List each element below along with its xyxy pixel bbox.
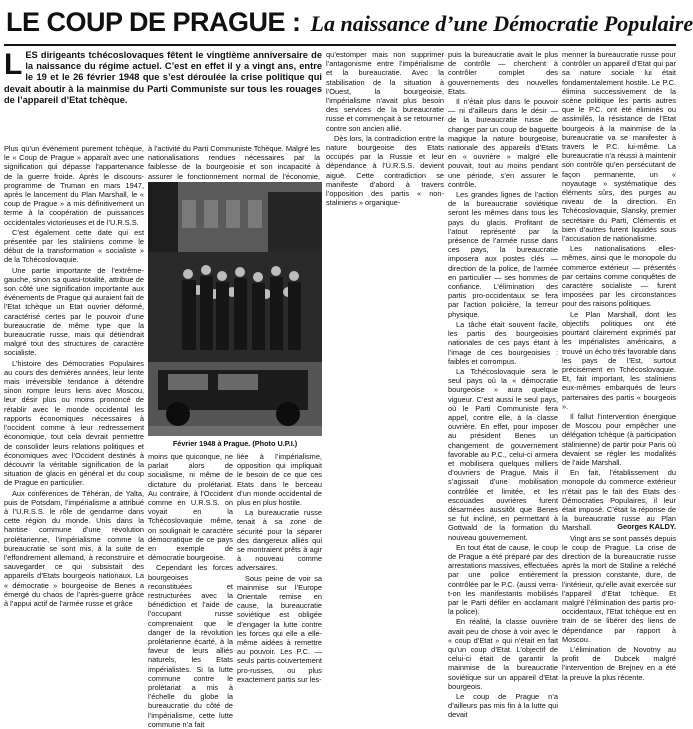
- paragraph: Vingt ans se sont passés depuis le coup de Prague. La crise de direction de la bureaucratie russe après la mort de Staline a reléché la pression constante, dure, de l’intérieur, qu’elle avait exercée sur l’appareil d’Etat tchèque. Et malgré l’élimination des partis pro-occidentaux, l’Etat tchèque est en train de se libérer des liens de dépendance par rapport à Moscou.: [562, 533, 676, 644]
- paragraph: Une partie importante de l’extrême-gauche, sinon sa quasi-totalité, attribue de son côté une signification importante aux événements de Prague qui auraient fait de l’Etat tchèque un Etat ouvrier déformé, caractérisé certes par le pouvoir d’une bureaucratie de même type que la bureaucratie russe, mais qui détiendrait malgré tout des structures de caractère socialiste.: [4, 265, 144, 358]
- paragraph: Sous peine de voir sa mainmise sur l’Europe Orientale remise en cause, la bureaucratie soviétique est obligée d’engager la lutte contre les forces qui elle a elle-même aidées à remettre au pouvoir. Les P.C. — seuls partis couvertement pro-russes, ou plus exactement partis sur les-: [237, 573, 322, 684]
- paragraph: En réalité, la classe ouvrière avait peu de chose à voir avec le « coup d’Etat » qui n’était en fait qu’un coup d’Etat. L’objectif de celui-ci était de garantir la mainmise de la bureaucratie soviétique sur un appareil d’Etat bourgeois.: [448, 617, 558, 691]
- paragraph: puis la bureaucratie avait le plus de contrôle — cherchent à contrôler complet des gouvernements des nouvelles Etats.: [448, 50, 558, 96]
- lead-text: ES dirigeants tchécoslovaques fêtent le vingtième anniversaire de la naissance du régime actuel. C’est en effet il y a vingt ans, entre le 19 et le 26 février 1948 que s’est déroulée la crise politique qui devait aboutir à la mainmise du Parti Communiste sur tous les rouages de l’appareil d’Etat tchèque.: [4, 50, 322, 105]
- paragraph: menner la bureaucratie russe pour contrôler un appareil d’Etat qui par sa nature sociale lui était fondamentalement hostile. Le P.C. élimina successivement de la scène politique les partis autres que le P.C. ont été éliminés ou assimilés, la résistance de l’Etat bourgeois à la mainmise de la bureaucratie va se manifester à travers le P.C. lui-même. La bureaucratie n’a réussi à maintenir son contrôle qu’en persécutant de façon permanente, un « noyautage » systématique des éléments sûrs, des purges au niveau de la direction. En Tchécoslovaquie, Slansky, premier secrétaire du Parti, Clémentis et bien d’autres furent liquidés sous l’accusation de nationalisme.: [562, 50, 676, 244]
- paragraph: La bureaucratie russe tenait à sa zone de sécurité pour la séparer des dangereux alliés qui se montraient prêts à agir à nouveau comme adversaires.: [237, 508, 322, 573]
- headline-main: LE COUP DE PRAGUE :: [6, 7, 301, 37]
- headline: [6, 2, 693, 42]
- paragraph: moins que quiconque, ne parlait alors de socialisme, ni même de dictature du prolétariat. Au contraire, à l’Occident comme en U.R.S.S. on voyait en la Tchécoslovaquie même, on soulignait le caractère démocratique de ce pays en exemple de démocratie bourgeoise.: [148, 452, 233, 563]
- paragraph: à l’activité du Parti Communiste Tchèque. Malgré les nationalisations rendues nécessaires par la faiblesse de la bourgeoisie et son incapacité à assurer le fonctionnement normal de l’économie,: [148, 144, 320, 181]
- paragraph: En tout état de cause, le coup de Prague a été préparé par des arrestations massives, effectuées par une police entièrement contrôlée par le P.C. (aussi verra-t-on les manifestants mobilisés par le Parti défiler en acclamant la police).: [448, 542, 558, 617]
- drop-cap: L: [4, 48, 23, 81]
- author-signature: Georges KALDY.: [617, 522, 676, 531]
- article-column-6: [148, 452, 233, 729]
- paragraph: En fait, l’établissement du monopole du commerce extérieur n’était pas le fait des Etats des Démocraties Populaires, il leur était imposé. C’était la réponse de la bureaucratie russe au Plan Marshall.: [562, 468, 676, 533]
- photo-prague-1948: [148, 182, 322, 436]
- headline-rule: [4, 44, 676, 46]
- paragraph: Les grandes lignes de l’action de la bureaucratie soviétique seront les mêmes dans tous les pays du glacis. Profitant de l’atout représenté par la présence de l’armée russe dans ces pays, la bureaucratie imposera aux postes clés — direction de la police, de l’armée en particulier — ses hommes de confiance. L’élimination des partis pro-occidentaux se fera par l’action policière, la terreur physique.: [448, 190, 558, 319]
- paragraph: Aux conférences de Téhéran, de Yalta, puis de Potsdam, l’impérialisme a attribué à l’U.R.S.S. le rôle de gendarme dans cette région du monde. Unis dans la hantise commune d’une révolution prolétarienne, l’impérialisme comme la bureaucratie se sont mis, à la suite de l’effondrement allemand, à reconstruire et sauvegarder ce qui subsistait des appareils d’Etats bourgeois nationaux. La « démocratie » bourgeoise de Benes a émergé du chaos de l’après-guerre grâce à l’appui actif de l’armée russe et grâce: [4, 488, 144, 608]
- article-column-2: [148, 144, 320, 181]
- article-column-7: [237, 452, 322, 684]
- paragraph: Dès lors, la contradiction entre la nature bourgeoise des Etats occupés par la Russie et leur dépendance à l’U.R.S.S. devient aiguë. Cette contradiction se manifeste d’abord à travers l’opposition des partis « non-staliniens » organique-: [326, 133, 444, 208]
- paragraph: C’est également cette date qui est présentée par les staliniens comme le début de la transformation « socialiste » de la Tchécoslovaquie.: [4, 227, 144, 265]
- paragraph: Il fallut l’intervention énergique de Moscou pour empêcher une délégation tchèque (à participation stalinienne) de partir pour Paris où devaient se régler les modalités de l’aide Marshall.: [562, 411, 676, 467]
- lead-paragraph: [4, 50, 322, 142]
- paragraph: Cependant les forces bourgeoises reconstituées et restructurées avec la bénédiction et l’aide de l’occupant russe comprenaient que le danger de la révolution prolétarienne écarté, à la faveur de leurs alliés naturels, les Etats impérialistes. Si la lutte commune contre le prolétariat a mis à l’échelle du globe la bureaucratie du côté de l’impérialisme, cette lutte commune n’a fait: [148, 563, 233, 729]
- paragraph: Le coup de Prague n’a d’ailleurs pas mis fin à la lutte qui devait: [448, 692, 558, 720]
- paragraph: Plus qu’un événement purement tchèque, le « Coup de Prague » apparaît avec une signification qui dépasse l’appartenance de la guerre froide. Après le discours-programme de Truman en mars 1947, après le lancement du Plan Marshall, le « coup de Prague » a mis définitivement un terme à la coopération de puissances occidentales victorieuses et de l’U.R.S.S.: [4, 144, 144, 227]
- article-column-1: [4, 144, 144, 608]
- paragraph: Les nationalisations elles-mêmes, ainsi que le monopole du commerce extérieur — présentés par certains comme conquêtes de caractère socialiste — furent imposées par les circonstances pour des raisons politiques.: [562, 244, 676, 309]
- paragraph: qu’estomper mais non supprimer l’antagonisme entre l’impérialisme et la bureaucratie. Avec la stabilisation de la situation à l’Ouest, la bourgeoisie, l’impérialisme n’avait plus besoin des services de la bureaucratie russe et commençait à se retourner contre son ancien allié.: [326, 50, 444, 133]
- paragraph: Le Plan Marshall, dont les objectifs politiques ont été pourtant clairement exprimés par les impérialistes américains, a trouvé un écho très favorable dans les pays de l’Est, surtout précisément en Tchécoslovaquie. Et, fait important, les staliniens eux-mêmes embarqués de leurs partenaires des partis « bourgeois ».: [562, 309, 676, 411]
- headline-subtitle: La naissance d’une Démocratie Populaire: [310, 11, 693, 36]
- paragraph: L’histoire des Démocraties Populaires au cours des dernières années, leur lente mais irréversible tendance à détendre sinon rompre leurs liens avec Moscou, leur désir plus ou moins prononcé de rétablir avec le monde occidental les rapports économiques nécessaires à l’occident comme à leur redressement économique, tout cela devrait permettre de consolider leurs relations politiques et économiques avec l’Occident destinés à découvrir la véritable signification de la situation de glacis en général et du coup de Prague en particulier.: [4, 358, 144, 488]
- paragraph: L’élimination de Novotny au profit de Dubcek malgré l’intervention de Brejnev en a été la preuve la plus récente.: [562, 645, 676, 682]
- paragraph: liée à l’impérialisme, opposition qui impliquait le besoin de ce que ces Etats dans le berceau d’un monde occidental de plus en plus hostile.: [237, 452, 322, 508]
- article-column-3: [326, 50, 444, 208]
- paragraph: Il n’était plus dans le pouvoir — ni d’ailleurs dans le désir — de la bureaucratie russe de changer par un coup de baguette magique la nature bourgeoise, nationale des appareils d’Etats en « ouvrière » malgré elle pouvait, tout au moins pendant une période, s’en assurer le contrôle.: [448, 97, 558, 189]
- paragraph: La tâche était souvent facile, les partis des bourgeoisies nationales de ces pays étant à l’image de ces bourgeoisies : faibles et corrompus.: [448, 319, 558, 366]
- crowd-photo-image: [148, 182, 322, 436]
- article-column-4: [448, 50, 558, 720]
- photo-caption: Février 1948 à Prague. (Photo U.P.I.): [172, 439, 298, 448]
- paragraph: La Tchécoslovaquie sera le seul pays où la « démocratie bourgeoise » aura quelque vigueur. C’est aussi le seul pays, où le Parti Communiste fera appel, contre elle, à la classe ouvrière. En effet, pour imposer au président Benes un changement de gouvernement favorable au P.C., celui-ci armera et mobilisera quelques milliers d’ouvriers de Prague. Mais il s’agissait d’une mobilisation contrôlée et limitée, et les escouades ouvrières furent désarmées aussitôt que Benes se fut incliné, en permettant à Gottwald de la formation du nouveau gouvernement.: [448, 366, 558, 542]
